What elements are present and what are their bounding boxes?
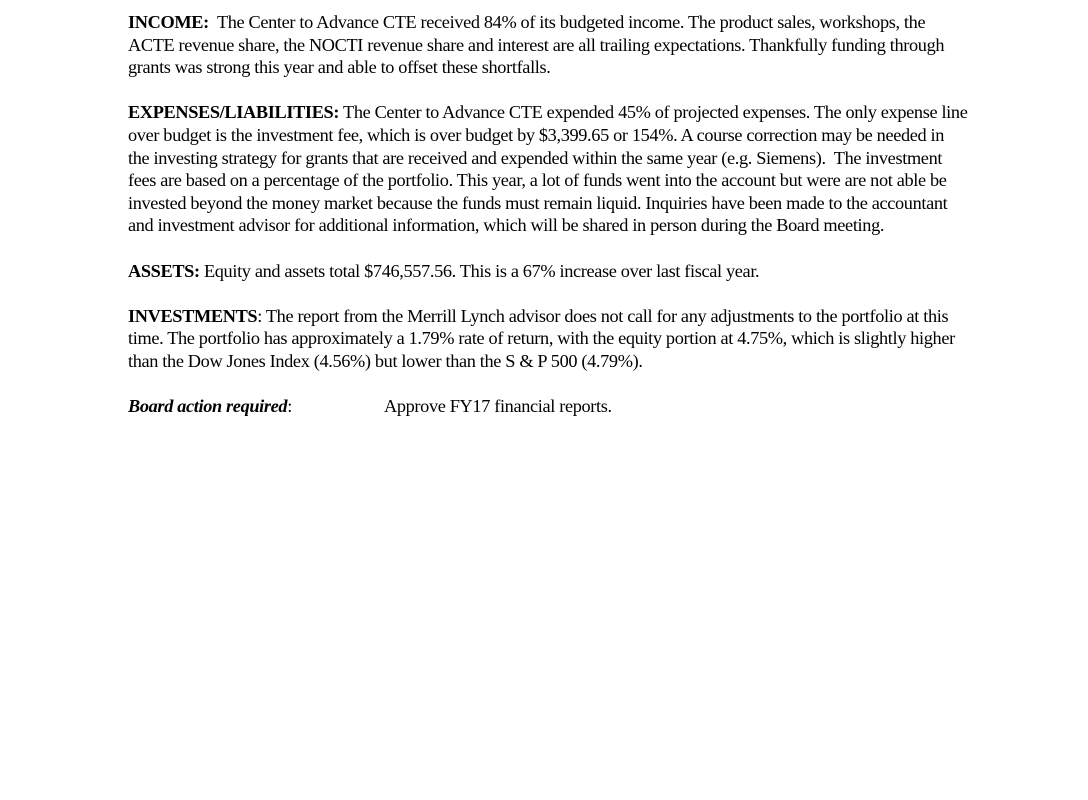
assets-heading: ASSETS: <box>128 260 200 281</box>
income-text: The Center to Advance CTE received 84% of its budgeted income. The product sales, workshops, the ACTE revenue share, the NOCTI revenue share and interest are all trailing expectations. Thankfully funding through grants was strong this year and able to offset these shortfalls. <box>128 12 949 78</box>
board-action-colon: : <box>287 396 292 417</box>
board-action-value: Approve FY17 financial reports. <box>384 396 612 417</box>
expenses-paragraph <box>128 101 972 237</box>
assets-paragraph <box>128 260 968 283</box>
board-action-label: Board action required <box>128 396 288 417</box>
income-heading: INCOME: <box>128 12 209 32</box>
income-paragraph <box>128 11 968 79</box>
assets-text: Equity and assets total $746,557.56. This is a 67% increase over last fiscal year. <box>199 260 760 281</box>
investments-paragraph <box>128 305 968 373</box>
document-page <box>128 11 972 418</box>
investments-heading: INVESTMENTS <box>128 305 258 326</box>
expenses-heading: EXPENSES/LIABILITIES: <box>128 102 340 123</box>
expenses-text: The Center to Advance CTE expended 45% of projected expenses. The only expense line over budget is the investment fee, which is over budget by $3,399.65 or 154%. A course correction may be needed in the investing strategy for grants that are received and expended within the same year (e.g. Siemens). The investment fees are based on a percentage of the portfolio. This year, a lot of funds went into the account but were are not able be invested beyond the money market because the funds must remain liquid. Inquiries have been made to the accountant and investment advisor for additional information, which will be shared in person during the Board meeting. <box>128 102 972 236</box>
investments-text: : The report from the Merrill Lynch advisor does not call for any adjustments to the portfolio at this time. The portfolio has approximately a 1.79% rate of return, with the equity portion at 4.75%, which is slightly higher than the Dow Jones Index (4.56%) but lower than the S & P 500 (4.79%). <box>128 305 960 371</box>
board-action-row <box>128 395 968 418</box>
